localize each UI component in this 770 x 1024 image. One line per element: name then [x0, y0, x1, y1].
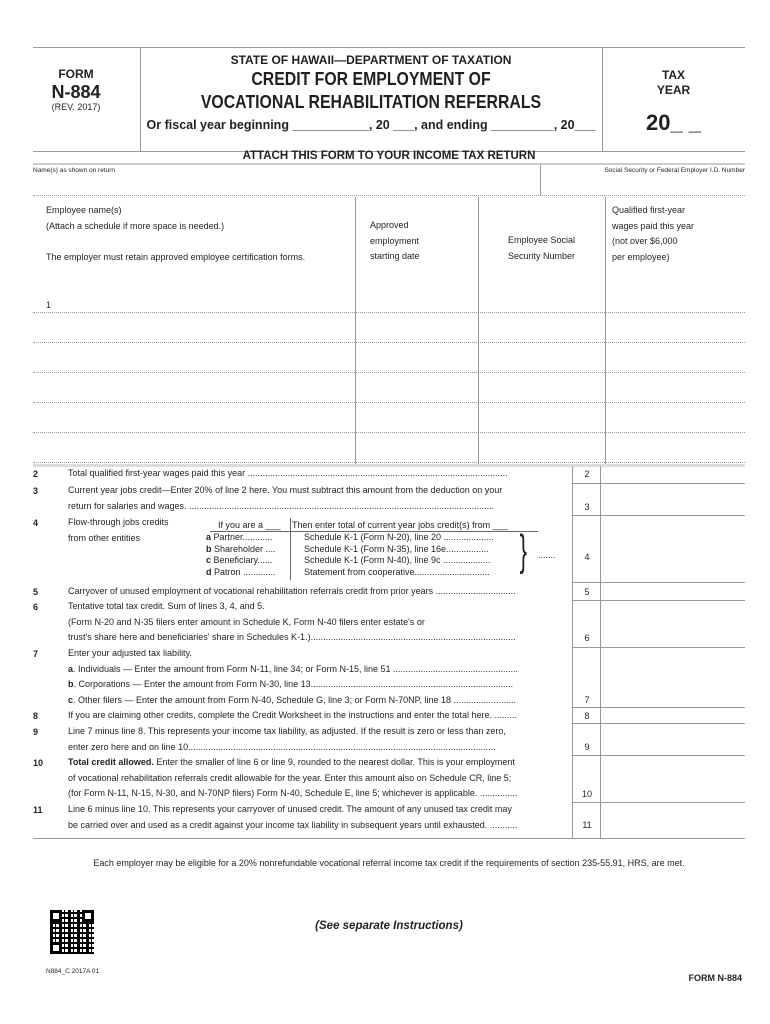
line2-box: 2	[584, 469, 590, 479]
line8-text: If you are claiming other credits, complete the Credit Worksheet in the instructions and enter the total here. .........	[68, 710, 518, 720]
line6-text: Tentative total tax credit. Sum of lines 3, 4, and 5. (Form N-20 and N-35 filers enter amount in Schedule K, Form N-40 filers enter estate's or trust's share here and beneficiaries' share in Schedules K-1.)..................................................................................	[68, 601, 516, 643]
id-field[interactable]	[545, 178, 745, 194]
line9-box: 9	[584, 742, 590, 752]
attach-notice: ATTACH THIS FORM TO YOUR INCOME TAX RETURN	[242, 150, 536, 162]
form-number: N-884	[51, 82, 101, 102]
name-field[interactable]	[33, 178, 533, 194]
line10-box: 10	[581, 789, 592, 799]
line8-box: 8	[584, 711, 590, 721]
line7-box: 7	[584, 695, 590, 705]
row-label-1: 1	[46, 300, 52, 310]
line4-dots: .......	[538, 550, 556, 560]
line11-amount[interactable]	[602, 804, 742, 836]
line-number: 8	[33, 711, 39, 721]
line-number: 5	[33, 587, 39, 597]
if-you-are-header: If you are a ___	[218, 520, 281, 530]
eligibility-notice: Each employer may be eligible for a 20% nonrefundable vocational referral income tax credit if the requirements of section 235-55.91, HRS, are met.	[93, 858, 685, 868]
name-label: Name(s) as shown on return	[33, 167, 116, 174]
entity-types: a Partner............ b Shareholder .... c Beneficiary...... d Patron .............	[206, 532, 276, 577]
line11-text: Line 6 minus line 10. This represents your carryover of unused credit. The amount of any unused tax credit may be carried over and used as a credit against your income tax liability in subsequent years until exhausted. ...........	[68, 804, 518, 830]
line-number: 7	[33, 649, 39, 659]
form-name-footer: FORM N-884	[688, 973, 742, 983]
line6-box: 6	[584, 633, 590, 643]
form-label: FORM	[58, 67, 94, 81]
line-number: 3	[33, 486, 39, 496]
qr-code-icon	[50, 910, 94, 954]
line-number: 10	[33, 758, 44, 768]
line-number: 9	[33, 727, 39, 737]
line5-amount[interactable]	[602, 585, 742, 599]
line11-box: 11	[582, 820, 592, 830]
entity-sources: Schedule K-1 (Form N-20), line 20 .................... Schedule K-1 (Form N-35), line 16e................. Schedule K-1 (Form N-40), line 9c ................... Statement from cooperative..............................	[304, 532, 494, 577]
line10-amount[interactable]	[602, 757, 742, 800]
year-label: YEAR	[656, 83, 691, 97]
title-line1: CREDIT FOR EMPLOYMENT OF	[251, 69, 491, 89]
starting-date-header: Approved employment starting date	[370, 220, 420, 262]
id-label: Social Security or Federal Employer I.D. Number	[604, 167, 745, 174]
line-number: 2	[33, 469, 39, 479]
tax-label: TAX	[661, 68, 686, 82]
wages-header: Qualified first-year wages paid this year (not over $6,000 per employee)	[612, 205, 695, 262]
fiscal-year[interactable]: Or fiscal year beginning ___________, 20 ___, and ending _________, 20___	[146, 118, 596, 132]
brace-icon: }	[519, 526, 528, 575]
form-code: N884_C 2017A 01	[46, 968, 100, 975]
line8-amount[interactable]	[602, 709, 742, 722]
line7-text: Enter your adjusted tax liability. a. Individuals — Enter the amount from Form N-11, line 34; or Form N-15, line 51 .................................................. b. Corporations — Enter the amount from Form N-30, line 13................................................................................. c. Other filers — Enter the amount from Form N-40, Schedule G, line 3; or Form N-70NP, line 18 .........................	[68, 648, 519, 705]
line4-box: 4	[584, 552, 590, 562]
line6-amount[interactable]	[602, 605, 742, 645]
employee-name-header: Employee name(s) (Attach a schedule if more space is needed.) The employer must retain approved employee certification forms.	[46, 205, 306, 262]
line5-box: 5	[584, 587, 590, 597]
line7-amount[interactable]	[602, 650, 742, 705]
line3-box: 3	[584, 502, 590, 512]
line2-amount[interactable]	[602, 468, 742, 482]
line-number: 4	[33, 518, 39, 528]
then-enter-header: Then enter total of current year jobs credit(s) from ___	[292, 520, 508, 530]
line3-text: Current year jobs credit—Enter 20% of line 2 here. You must subtract this amount from the deduction on your return for salaries and wages. ..........................................................................................................................	[68, 485, 503, 511]
line-number: 6	[33, 602, 39, 612]
line9-amount[interactable]	[602, 726, 742, 753]
line5-text: Carryover of unused employment of vocational rehabilitation referrals credit from prior years ................................	[68, 586, 516, 596]
line9-text: Line 7 minus line 8. This represents your income tax liability, as adjusted. If the result is zero or less than zero, enter zero here and on line 10...........................................................................................................................	[68, 726, 506, 752]
line-number: 11	[33, 805, 43, 815]
line10-text: Total credit allowed. Enter the smaller of line 6 or line 9, rounded to the nearest dollar. This is your employment of vocational rehabilitation referrals credit allowable for the year. Enter this amount also on Schedule CR, line 5; (for Form N-11, N-15, N-30, and N-70NP filers) Form N-40, Schedule E, line 5; whichever is applicable. ...............	[68, 757, 518, 799]
ssn-header: Employee Social Security Number	[507, 235, 576, 261]
line2-text: Total qualified first-year wages paid this year ........................................................................................................	[68, 468, 508, 478]
agency: STATE OF HAWAII—DEPARTMENT OF TAXATION	[230, 53, 512, 67]
line4-text: Flow-through jobs credits from other entities	[68, 517, 169, 543]
title-line2: VOCATIONAL REHABILITATION REFERRALS	[200, 92, 542, 112]
instructions-note: (See separate Instructions)	[315, 920, 463, 932]
revision: (REV. 2017)	[51, 102, 101, 112]
line4-amount[interactable]	[602, 520, 742, 578]
tax-year-field[interactable]: 20_ _	[645, 110, 702, 135]
line3-amount[interactable]	[602, 490, 742, 512]
